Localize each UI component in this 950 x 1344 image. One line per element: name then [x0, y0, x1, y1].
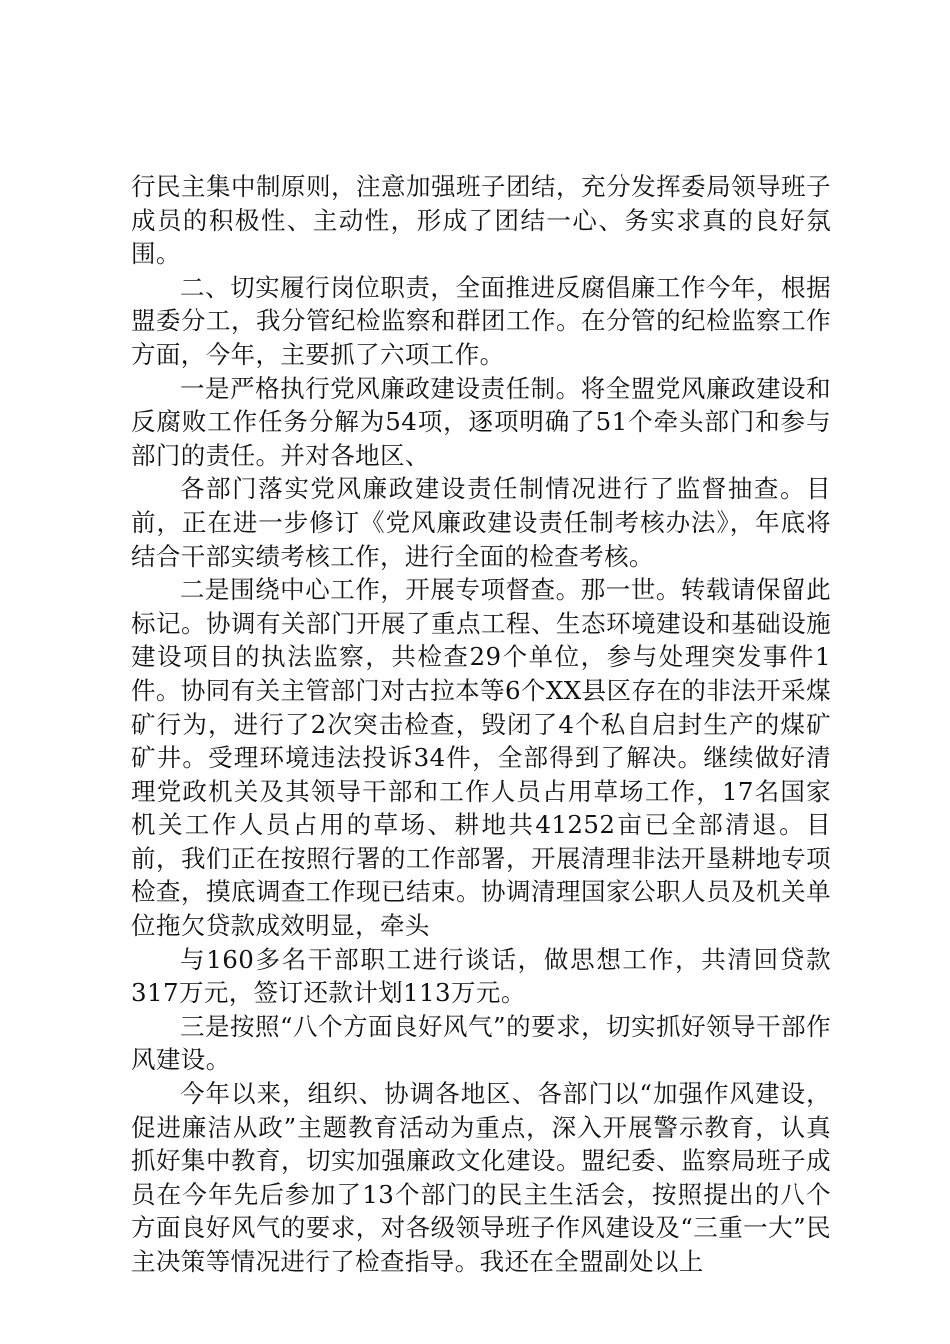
paragraph-5: 二是围绕中心工作，开展专项督查。那一世。转载请保留此标记。协调有关部门开展了重点工程、生态环境建设和基础设施建设项目的执法监察，共检查29个单位，参与处理突发事件1件。协同有关主管部门对古拉本等6个XX县区存在的非法开采煤矿行为，进行了2次突击检查，毁闭了4个私自启封生产的煤矿矿井。受理环境违法投诉34件，全部得到了解决。继续做好清理党政机关及其领导干部和工作人员占用草场工作，17名国家机关工作人员占用的草场、耕地共41252亩已全部清退。目前，我们正在按照行署的工作部署，开展清理非法开垦耕地专项检查，摸底调查工作现已结束。协调清理国家公职人员及机关单位拖欠贷款成效明显，牵头	[131, 575, 831, 941]
document-body	[131, 170, 831, 1279]
paragraph-7: 三是按照“八个方面良好风气”的要求，切实抓好领导干部作风建设。	[131, 1011, 831, 1075]
paragraph-1: 行民主集中制原则，注意加强班子团结，充分发挥委局领导班子成员的积极性、主动性，形成了团结一心、务实求真的良好氛围。	[131, 172, 831, 269]
paragraph-8: 今年以来，组织、协调各地区、各部门以“加强作风建设，促进廉洁从政”主题教育活动为重点，深入开展警示教育，认真抓好集中教育，切实加强廉政文化建设。盟纪委、监察局班子成员在今年先后参加了13个部门的民主生活会，按照提出的八个方面良好风气的要求，对各级领导班子作风建设及“三重一大”民主决策等情况进行了检查指导。我还在全盟副处以上	[131, 1079, 831, 1276]
paragraph-3: 一是严格执行党风廉政建设责任制。将全盟党风廉政建设和反腐败工作任务分解为54项，逐项明确了51个牵头部门和参与部门的责任。并对各地区、	[131, 373, 831, 470]
paragraph-2: 二、切实履行岗位职责，全面推进反腐倡廉工作今年，根据盟委分工，我分管纪检监察和群团工作。在分管的纪检监察工作方面，今年，主要抓了六项工作。	[131, 272, 831, 369]
paragraph-4: 各部门落实党风廉政建设责任制情况进行了监督抽查。目前，正在进一步修订《党风廉政建设责任制考核办法》，年底将结合干部实绩考核工作，进行全面的检查考核。	[131, 474, 831, 571]
paragraph-6: 与160多名干部职工进行谈话，做思想工作，共清回贷款317万元，签订还款计划113万元。	[131, 944, 831, 1008]
